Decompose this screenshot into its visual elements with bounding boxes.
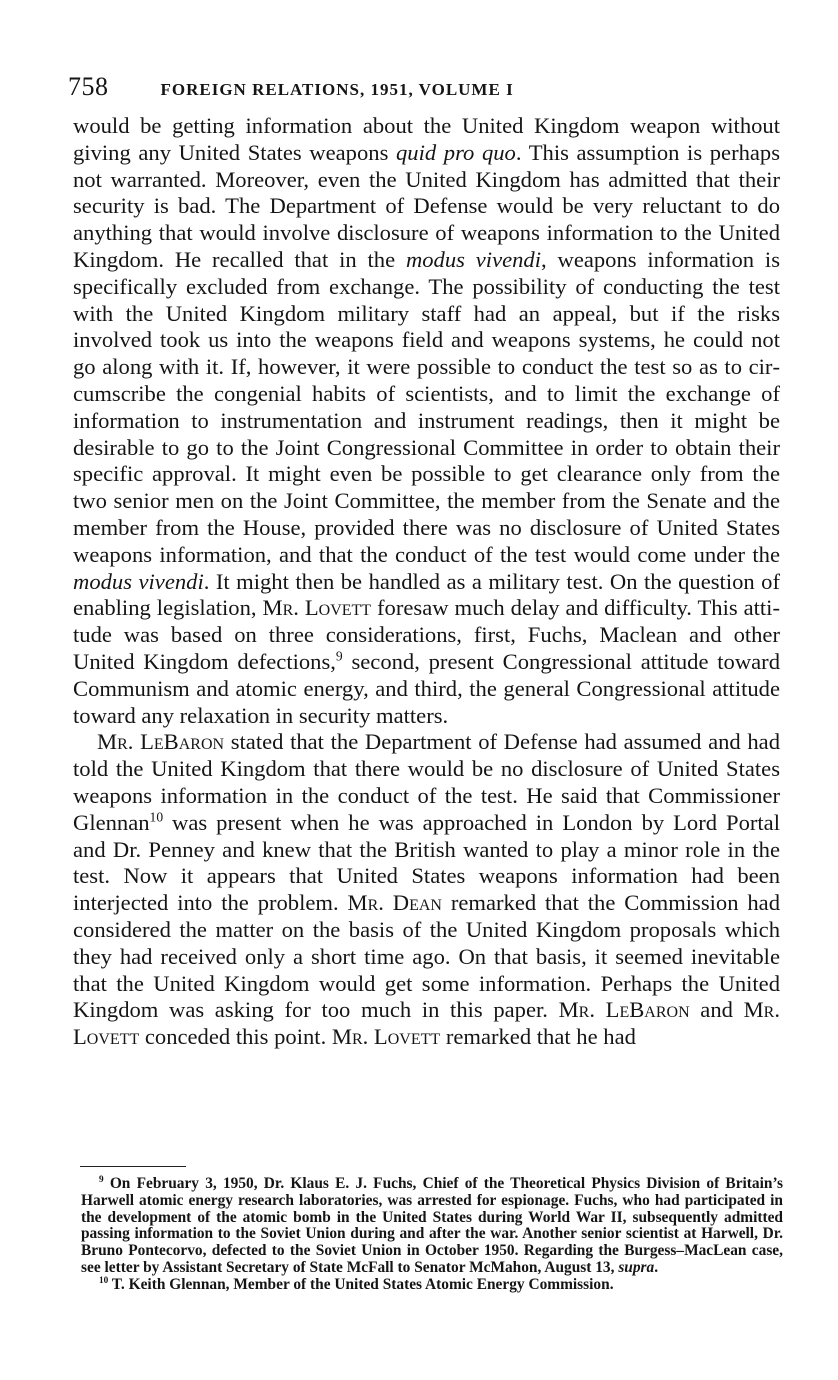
footnote-9 [81, 1173, 783, 1277]
speaker-name: Mr. Lovett [262, 595, 372, 621]
text-run: and [689, 997, 744, 1023]
text-run: foresaw much delay and difficulty. This attitude was based on three considerations, first, Fuchs, Maclean and other United Kingdom defections, [73, 595, 780, 674]
italic-run: modus vivendi [405, 246, 542, 272]
text-run: . It might then be handled as a military test. On the question of enabling legislation, [73, 568, 780, 621]
footnotes [81, 1173, 783, 1294]
running-title: FOREIGN RELATIONS, 1951, VOLUME I [160, 80, 514, 99]
text-run: remarked that the Commission had considered the matter on the basis of the United Kingdom proposals which they had received only a short time ago. On that basis, it seemed inevitable that the United Kingdom would get some information. Perhaps the United Kingdom was asking for too much in this paper. [73, 890, 780, 1023]
text-run: , weapons information is specifically excluded from exchange. The possibility of conducting the test with the United Kingdom military staff had an appeal, but if the risks involved took us into the weapons field and weapons systems, he could not go along with it. If, however, it were possible to conduct the test so as to circumscribe the congenial habits of scientists, and to limit the exchange of information to instrumentation and instrument readings, then it might be desirable to go to the Joint Congressional Committee in order to obtain their specific approval. It might even be possible to get clearance only from the two senior men on the Joint Committee, the member from the Senate and the member from the House, provided there was no disclosure of United States weapons information, and that the conduct of the test would come under the [73, 246, 780, 567]
body-text [73, 113, 780, 1051]
paragraph-2 [73, 729, 780, 1051]
speaker-name: Mr. Lovett [331, 1024, 441, 1050]
italic-run: quid pro quo [396, 139, 516, 165]
paragraph-1 [73, 113, 780, 729]
page-header [68, 72, 780, 106]
footnote-mark: 10 [99, 1274, 109, 1285]
footnote-ref-9: 9 [335, 648, 343, 664]
footnote-text: T. Keith Glennan, Member of the United States Atomic Energy Commission. [108, 1275, 614, 1293]
italic-run: modus vivendi [73, 568, 204, 594]
footnote-rule [80, 1166, 186, 1167]
footnote-text: On February 3, 1950, Dr. Klaus E. J. Fuchs, Chief of the Theoretical Physics Division of Britain’s Harwell atomic energy research laboratories, was arrested for espionage. Fuchs, who had participated in the development of the atomic bomb in the United States during World War II, subsequently admitted passing information to the Soviet Union during and after the war. Another senior scientist at Harwell, Dr. Bruno Pontecorvo, defected to the Soviet Union in October 1950. Regarding the Burgess–MacLean case, see letter by Assistant Secretary of State McFall to Senator McMahon, August 13, [81, 1175, 783, 1276]
text-run: second, present Congressional attitude toward Communism and atomic energy, and third, the general Congressional attitude toward any relaxation in security matters. [73, 648, 780, 728]
text-run: conceded this point. [139, 1024, 332, 1050]
footnote-10 [81, 1274, 783, 1294]
text-run: . This assumption is perhaps not warranted. Moreover, even the United Kingdom has admitted that their security is bad. The Department of Defense would be very reluctant to do anything that would involve disclosure of weapons information to the United Kingdom. He recalled that in the [73, 139, 781, 272]
footnote-text: . [654, 1258, 659, 1276]
text-run: was present when he was approached in London by Lord Portal and Dr. Penney and knew that the British wanted to play a minor role in the test. Now it appears that United States weapons information had been interjected into the problem. [73, 809, 780, 916]
speaker-name: Mr. Lovett [73, 997, 780, 1050]
text-run: remarked that he had [440, 1024, 636, 1050]
text-run: stated that the Department of Defense had assumed and had told the United Kingdom that there would be no disclosure of United States weapons information in the conduct of the test. He said that Commissioner Glennan [73, 729, 781, 835]
footnote-mark: 9 [99, 1173, 104, 1184]
text-run: would be getting information about the United Kingdom weapon without giving any United States weapons [73, 113, 780, 165]
page-number: 758 [68, 72, 109, 101]
italic-run: supra [618, 1258, 655, 1276]
speaker-name: Mr. LeBaron [558, 997, 690, 1023]
speaker-name: Mr. LeBaron [97, 729, 225, 755]
speaker-name: Mr. Dean [347, 890, 442, 916]
footnote-ref-10: 10 [149, 809, 164, 825]
